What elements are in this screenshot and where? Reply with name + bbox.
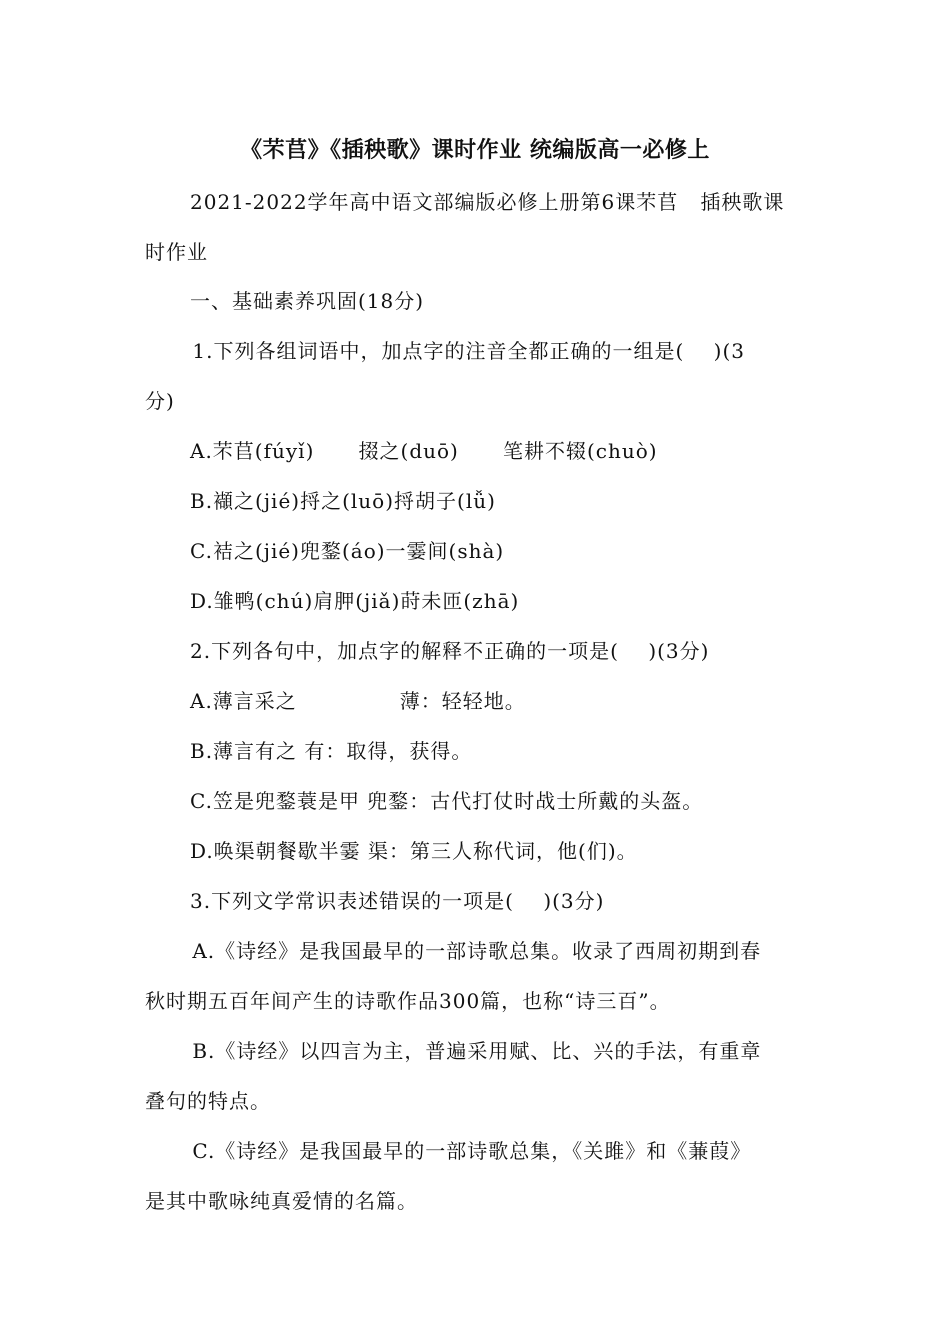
question-3-option-c: C.《诗经》是我国最早的一部诗歌总集，《关雎》和《蒹葭》 (185, 1139, 752, 1163)
question-3-option-a-cont: 秋时期五百年间产生的诗歌作品300篇，也称“诗三百”。 (145, 989, 671, 1013)
question-1-option-b: B.襭之(jié)捋之(luō)捋胡子(lǚ) (190, 489, 496, 513)
question-1-stem: 1.下列各组词语中，加点字的注音全都正确的一组是( )(3 (185, 339, 746, 363)
question-1-option-c: C.袺之(jié)兜鍪(áo)一霎间(shà) (190, 539, 505, 563)
question-3-option-b: B.《诗经》以四言为主，普遍采用赋、比、兴的手法，有重章 (185, 1039, 762, 1063)
document-title: 《芣苢》《插秧歌》课时作业 统编版高一必修上 (240, 138, 710, 163)
question-3-stem: 3.下列文学常识表述错误的一项是( )(3分) (190, 889, 605, 913)
section-heading: 一、基础素养巩固(18分) (190, 289, 425, 313)
question-2-option-c: C.笠是兜鍪蓑是甲 兜鍪：古代打仗时战士所戴的头盔。 (190, 789, 704, 813)
question-3-option-b-cont: 叠句的特点。 (145, 1089, 271, 1113)
intro-line-1: 2021-2022学年高中语文部编版必修上册第6课芣苢 插秧歌课 (190, 190, 785, 214)
question-3-option-c-cont: 是其中歌咏纯真爱情的名篇。 (145, 1189, 418, 1213)
question-2-stem: 2.下列各句中，加点字的解释不正确的一项是( )(3分) (190, 639, 710, 663)
question-2-option-b: B.薄言有之 有：取得，获得。 (190, 739, 473, 763)
question-2-option-a: A.薄言采之 薄：轻轻地。 (190, 689, 526, 713)
question-2-option-d: D.唤渠朝餐歇半霎 渠：第三人称代词，他(们)。 (190, 839, 638, 863)
question-1-option-a: A.芣苢(fúyǐ) 掇之(duō) 笔耕不辍(chuò) (190, 439, 658, 463)
question-1-stem-cont: 分) (145, 389, 175, 413)
intro-line-2: 时作业 (145, 240, 208, 264)
question-3-option-a: A.《诗经》是我国最早的一部诗歌总集。收录了西周初期到春 (185, 939, 762, 963)
question-1-option-d: D.雏鸭(chú)肩胛(jiǎ)莳未匝(zhā) (190, 589, 520, 613)
